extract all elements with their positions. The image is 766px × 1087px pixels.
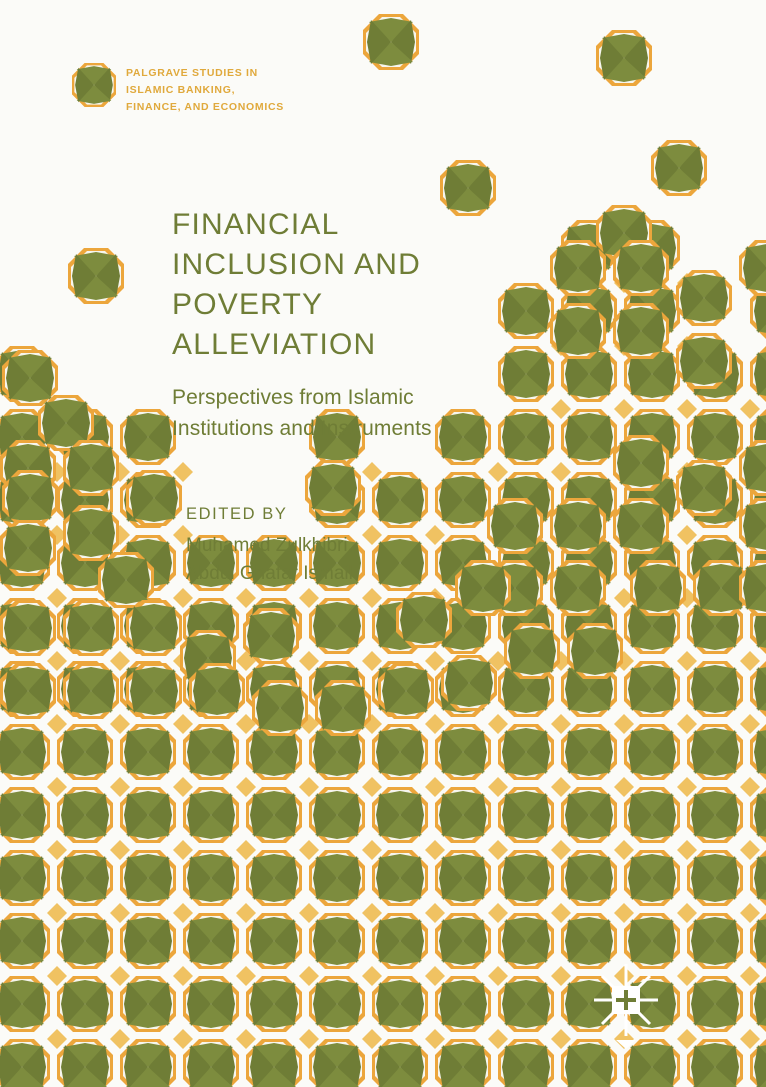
palgrave-octagon-tile-icon [72, 63, 116, 107]
series-badge [72, 62, 312, 132]
subtitle [172, 382, 592, 444]
page-title [172, 205, 592, 365]
title-line-3: POVERTY [172, 288, 324, 321]
series-line-2: ISLAMIC BANKING, [126, 84, 236, 96]
title-line-4: ALLEVIATION [172, 328, 377, 361]
edited-by-label: EDITED BY [186, 505, 288, 523]
series-line-3: FINANCE, AND ECONOMICS [126, 101, 284, 113]
editor-name-2: Abdul Ghafar Ismail [186, 563, 353, 584]
editor-name-1: Muhamed Zulkhibri, [186, 535, 353, 556]
series-line-1: PALGRAVE STUDIES IN [126, 67, 258, 79]
editors-block [186, 505, 586, 588]
subtitle-line-1: Perspectives from Islamic [172, 386, 414, 409]
title-line-1: FINANCIAL [172, 208, 340, 241]
title-block [172, 205, 592, 444]
palgrave-macmillan-logo [586, 944, 666, 1049]
title-line-2: INCLUSION AND [172, 248, 421, 281]
subtitle-line-2: Institutions and Instruments [172, 417, 432, 440]
